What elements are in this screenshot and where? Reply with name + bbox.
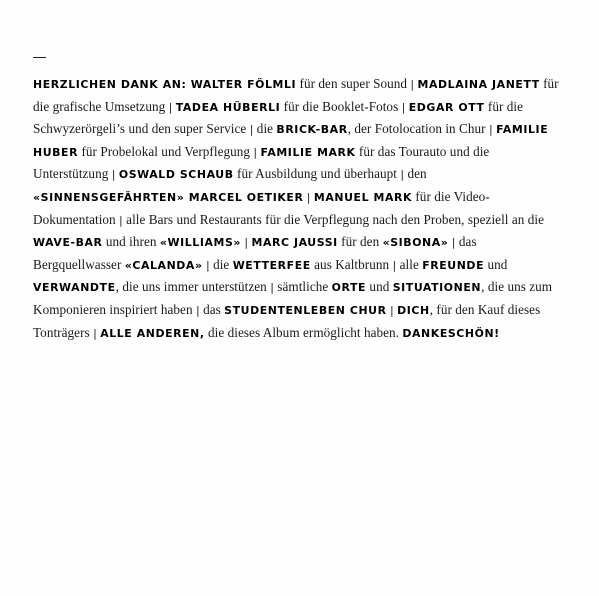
highlighted-name: SITUATIONEN [392, 281, 482, 295]
body-text: den [404, 166, 427, 182]
body-text: für Probelokal und Verpflegung [78, 143, 254, 159]
separator-bar: | [205, 258, 210, 272]
body-text: und [484, 256, 508, 272]
separator-bar: | [451, 236, 456, 250]
separator-bar: | [389, 303, 394, 317]
body-text: für den [337, 234, 383, 250]
body-text: aus Kaltbrunn [310, 256, 393, 272]
highlighted-name: DICH [397, 303, 430, 317]
separator-bar: | [400, 168, 405, 182]
dash-mark [33, 57, 46, 58]
separator-bar: | [249, 123, 254, 137]
highlighted-name: EDGAR OTT [408, 100, 485, 114]
highlighted-name: DANKESCHÖN! [402, 326, 500, 340]
separator-bar: | [119, 213, 123, 227]
highlighted-name: FAMILIE MARK [260, 145, 356, 159]
body-text: alle Bars und Restaurants für die Verpflegung nach den Proben, speziell an die [122, 211, 544, 227]
body-text: für die Booklet-Fotos [280, 98, 402, 114]
body-text: die [253, 121, 277, 137]
highlighted-name: «CALANDA» [124, 258, 203, 272]
highlighted-name: MANUEL MARK [313, 190, 413, 204]
body-text: das Bergquellwasser [33, 234, 477, 272]
separator-bar: | [168, 100, 173, 114]
highlighted-name: MARC JAUSSI [251, 236, 338, 250]
separator-bar: | [244, 236, 249, 250]
body-text: für das Tourauto und die Unterstützung [33, 143, 490, 182]
highlighted-name: WAVE-BAR [33, 236, 103, 250]
highlighted-name: TADEA HÜBERLI [175, 100, 281, 114]
highlighted-name: FREUNDE [422, 258, 485, 272]
highlighted-name: BRICK-BAR [276, 123, 348, 137]
body-text: für Ausbildung und überhaupt [233, 166, 401, 182]
separator-bar: | [392, 258, 397, 272]
highlighted-name: ORTE [331, 281, 367, 295]
highlighted-name: OSWALD SCHAUB [118, 168, 234, 182]
highlighted-name: VERWANDTE [33, 281, 116, 295]
highlighted-name: «SIBONA» [382, 236, 449, 250]
separator-bar: | [93, 326, 97, 340]
body-text: das [199, 301, 225, 317]
acknowledgements-text [33, 73, 568, 344]
body-text: sämtliche [273, 279, 332, 295]
separator-bar: | [410, 78, 415, 91]
body-text: für die Video-Dokumentation [33, 188, 490, 227]
separator-bar: | [253, 145, 258, 159]
highlighted-name: «WILLIAMS» [159, 236, 242, 250]
body-text: , die uns zum Komponieren inspiriert haben [33, 279, 553, 317]
body-text: die dieses Album ermöglicht haben. [204, 324, 403, 340]
body-text: , für den Kauf dieses Tonträgers [33, 301, 541, 340]
highlighted-name: HERZLICHEN DANK AN: WALTER FÖLMLI [33, 78, 297, 91]
body-text: für die Schwyzerörgeli’s und den super Service [33, 98, 524, 137]
body-text: , der Fotolocation in Chur [347, 121, 489, 137]
separator-bar: | [270, 281, 274, 295]
body-text: für den super Sound [296, 76, 411, 91]
body-text: für die grafische Umsetzung [33, 76, 559, 114]
separator-bar: | [111, 168, 116, 182]
separator-bar: | [401, 100, 406, 114]
highlighted-name: «SINNENSGEFÄHRTEN» MARCEL OETIKER [33, 190, 304, 204]
body-text: und [366, 279, 393, 295]
body-text: alle [396, 256, 423, 272]
separator-bar: | [488, 123, 493, 137]
separator-bar: | [306, 190, 311, 204]
body-text: , die uns immer unterstützen [115, 279, 271, 295]
separator-bar: | [195, 303, 200, 317]
highlighted-name: WETTERFEE [232, 258, 311, 272]
highlighted-name: ALLE ANDEREN, [100, 326, 205, 340]
highlighted-name: MADLAINA JANETT [417, 78, 540, 91]
highlighted-name: FAMILIE HUBER [33, 123, 549, 159]
body-text: die [209, 256, 233, 272]
body-text: und ihren [102, 234, 160, 250]
highlighted-name: STUDENTENLEBEN CHUR [224, 303, 387, 317]
